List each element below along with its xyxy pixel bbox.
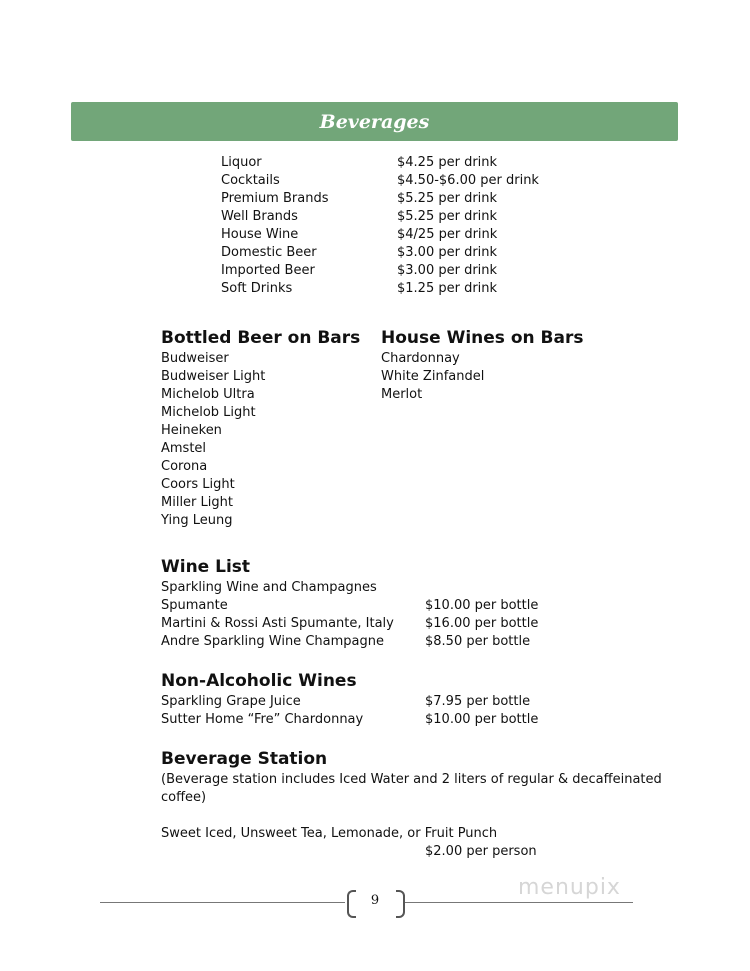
beverage-station-note: (Beverage station includes Iced Water and 2 liters of regular & decaffeinated xyxy=(161,772,662,787)
beverage-station-note-cont: coffee) xyxy=(161,790,207,805)
list-item: Chardonnay xyxy=(381,351,460,366)
wine-price: $8.50 per bottle xyxy=(425,634,531,649)
bar-item: House Wine xyxy=(221,227,299,242)
beverage-station-heading: Beverage Station xyxy=(161,749,328,769)
wine-price: $10.00 per bottle xyxy=(425,598,539,613)
beverage-station-options: Sweet Iced, Unsweet Tea, Lemonade, or Fruit Punch xyxy=(161,826,498,841)
wine-price: $16.00 per bottle xyxy=(425,616,539,631)
list-item: Amstel xyxy=(161,441,207,456)
wine-item: Spumante xyxy=(161,598,228,613)
list-item: Heineken xyxy=(161,423,222,438)
house-wines-heading: House Wines on Bars xyxy=(381,328,584,348)
bar-price: $1.25 per drink xyxy=(397,281,498,296)
non-alcoholic-price: $10.00 per bottle xyxy=(425,712,539,727)
bar-item: Imported Beer xyxy=(221,263,315,278)
list-item: Coors Light xyxy=(161,477,235,492)
bar-item: Soft Drinks xyxy=(221,281,293,296)
watermark: menupix xyxy=(518,875,621,900)
wine-list-subheading: Sparkling Wine and Champagnes xyxy=(161,580,377,595)
bar-price: $5.25 per drink xyxy=(397,191,498,206)
page-number: 9 xyxy=(370,893,380,908)
bar-item: Domestic Beer xyxy=(221,245,317,260)
wine-item: Martini & Rossi Asti Spumante, Italy xyxy=(161,616,394,631)
non-alcoholic-item: Sparkling Grape Juice xyxy=(161,694,301,709)
footer-rule-right xyxy=(405,902,633,903)
bar-item: Cocktails xyxy=(221,173,280,188)
page-bracket-left xyxy=(347,890,356,918)
page-bracket-right xyxy=(396,890,405,918)
list-item: Miller Light xyxy=(161,495,233,510)
banner-title: Beverages xyxy=(319,110,430,133)
bar-price: $3.00 per drink xyxy=(397,245,498,260)
list-item: Budweiser Light xyxy=(161,369,266,384)
wine-list-heading: Wine List xyxy=(161,557,251,577)
bottled-beer-heading: Bottled Beer on Bars xyxy=(161,328,361,348)
list-item: White Zinfandel xyxy=(381,369,485,384)
bar-item: Premium Brands xyxy=(221,191,329,206)
bar-price: $4.25 per drink xyxy=(397,155,498,170)
list-item: Ying Leung xyxy=(161,513,233,528)
list-item: Budweiser xyxy=(161,351,229,366)
bar-price: $5.25 per drink xyxy=(397,209,498,224)
bar-item: Liquor xyxy=(221,155,262,170)
list-item: Michelob Ultra xyxy=(161,387,255,402)
bar-price: $3.00 per drink xyxy=(397,263,498,278)
non-alcoholic-price: $7.95 per bottle xyxy=(425,694,531,709)
footer-rule-left xyxy=(100,902,345,903)
beverage-station-price: $2.00 per person xyxy=(425,844,537,859)
wine-item: Andre Sparkling Wine Champagne xyxy=(161,634,384,649)
beverages-banner xyxy=(71,102,678,141)
list-item: Corona xyxy=(161,459,208,474)
bar-price: $4/25 per drink xyxy=(397,227,498,242)
bar-price: $4.50-$6.00 per drink xyxy=(397,173,539,188)
list-item: Michelob Light xyxy=(161,405,256,420)
non-alcoholic-heading: Non-Alcoholic Wines xyxy=(161,671,357,691)
bar-item: Well Brands xyxy=(221,209,298,224)
list-item: Merlot xyxy=(381,387,423,402)
non-alcoholic-item: Sutter Home “Fre” Chardonnay xyxy=(161,712,364,727)
